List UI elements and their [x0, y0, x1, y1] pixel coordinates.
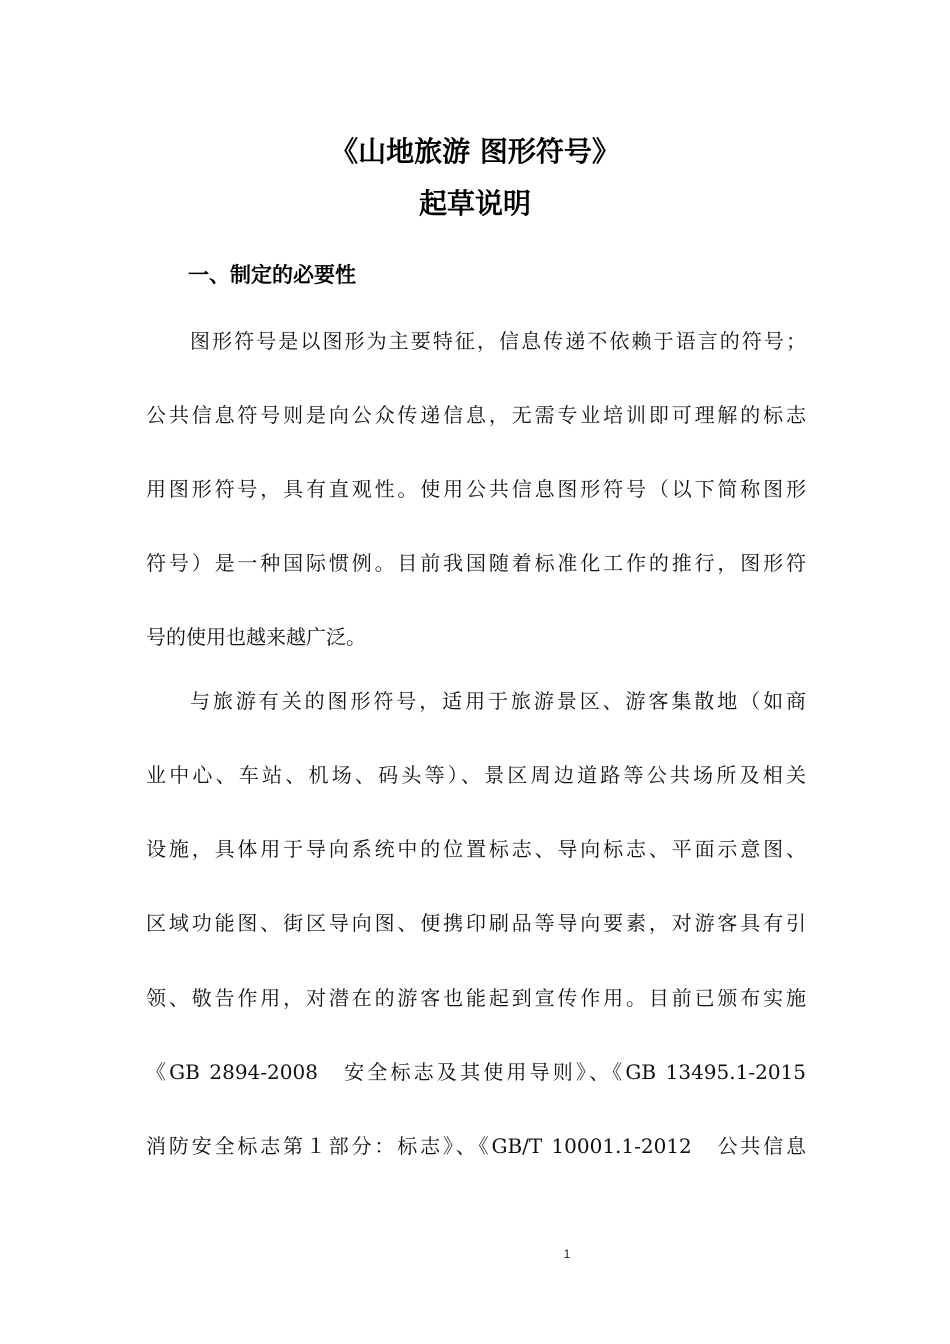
paragraph-line: 业中心、车站、机场、码头等）、景区周边道路等公共场所及相关	[146, 763, 806, 787]
paragraph-line: 区域功能图、街区导向图、便携印刷品等导向要素，对游客具有引	[146, 911, 806, 935]
paragraph-line: 公共信息符号则是向公众传递信息，无需专业培训即可理解的标志	[146, 403, 806, 427]
paragraph-line: 符号）是一种国际惯例。目前我国随着标准化工作的推行，图形符	[146, 551, 806, 575]
paragraph-line: 设施，具体用于导向系统中的位置标志、导向标志、平面示意图、	[146, 837, 806, 861]
document-title: 《山地旅游 图形符号》	[330, 135, 620, 168]
document-subtitle: 起草说明	[418, 187, 531, 220]
paragraph-line: 与旅游有关的图形符号，适用于旅游景区、游客集散地（如商	[190, 689, 806, 713]
paragraph-line: 号的使用也越来越广泛。	[146, 625, 366, 649]
paragraph-line: 领、敬告作用，对潜在的游客也能起到宣传作用。目前已颁布实施	[146, 986, 806, 1010]
paragraph-line: 用图形符号，具有直观性。使用公共信息图形符号（以下简称图形	[146, 477, 806, 501]
paragraph-line: 消防安全标志第１部分：标志》、《GB/T 10001.1-2012 公共信息	[146, 1134, 806, 1158]
paragraph-line: 《GB 2894-2008 安全标志及其使用导则》、《GB 13495.1-2015	[146, 1060, 806, 1084]
paragraph-line: 图形符号是以图形为主要特征，信息传递不依赖于语言的符号；	[190, 329, 806, 353]
section-heading: 一、制定的必要性	[188, 263, 356, 287]
page-number: 1	[563, 1247, 571, 1261]
